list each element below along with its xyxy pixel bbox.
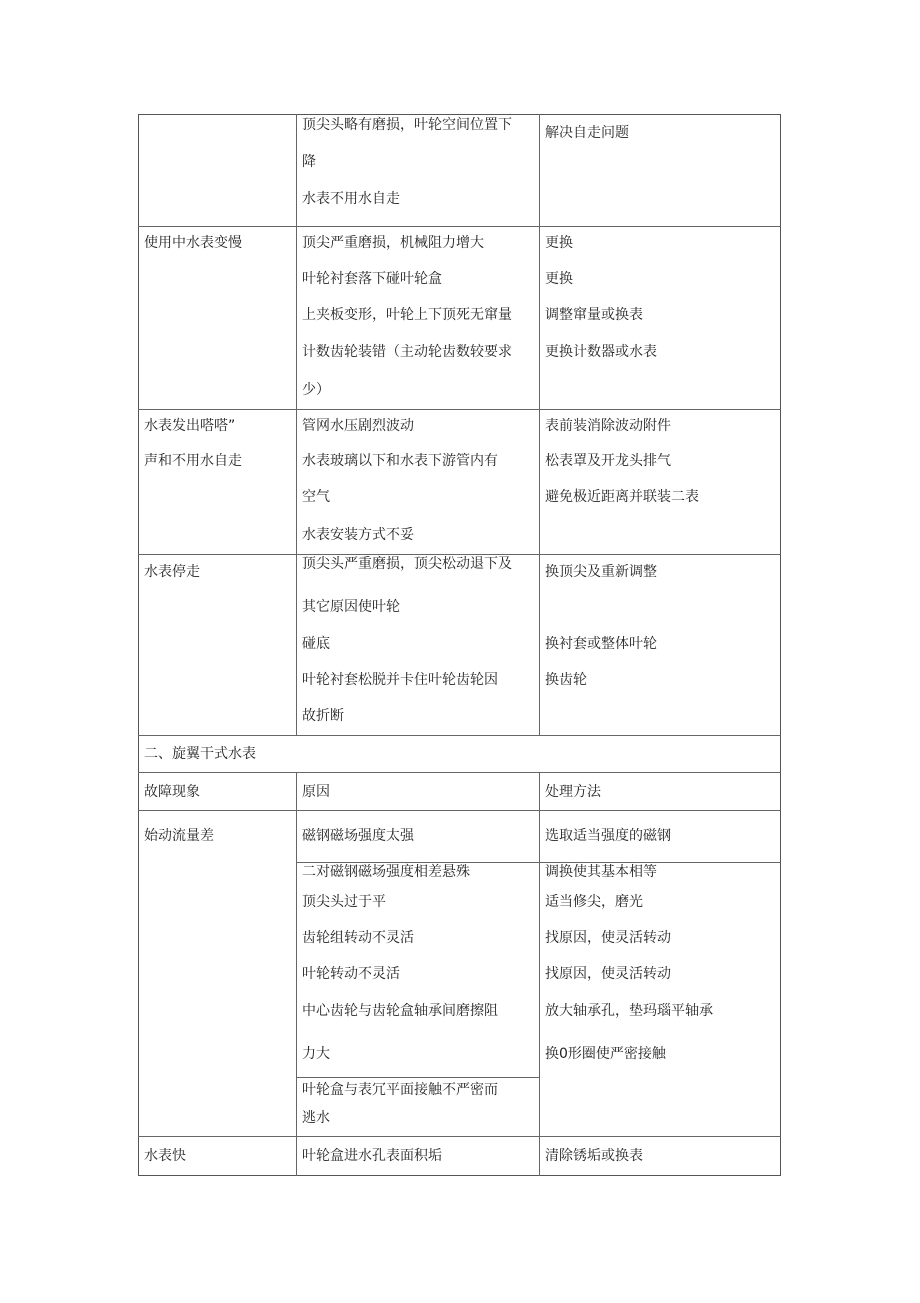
cause-text: 碰底 [302, 636, 330, 652]
row-divider [138, 226, 781, 227]
solution-text: 解决自走问题 [545, 125, 629, 141]
cause-text: 少） [302, 382, 330, 398]
cause-text: 其它原因使叶轮 [302, 599, 400, 615]
solution-text: 换顶尖及重新调整 [545, 564, 657, 580]
cause-text: 空气 [302, 489, 330, 505]
solution-text: 松表罩及开龙头排气 [545, 453, 671, 469]
phenomenon-text: 水表停走 [144, 564, 200, 580]
phenomenon-text: 始动流量差 [144, 828, 214, 844]
cause-text: 叶轮衬套落下碰叶轮盒 [302, 271, 442, 287]
solution-text: 换衬套或整体叶轮 [545, 636, 657, 652]
cause-text: 顶尖头过于平 [302, 894, 386, 910]
cause-text: 二对磁钢磁场强度相差悬殊 [302, 864, 470, 880]
cause-text: 叶轮盒进水孔表面积垢 [302, 1148, 442, 1164]
solution-text: 更换 [545, 271, 573, 287]
solution-text: 找原因，使灵活转动 [545, 930, 671, 946]
cause-text: 力大 [302, 1046, 330, 1062]
row-divider [296, 1077, 540, 1078]
cause-text: 管网水压剧烈波动 [302, 418, 414, 434]
row-divider [138, 735, 781, 736]
solution-text: 适当修尖，磨光 [545, 894, 643, 910]
solution-text: 找原因，使灵活转动 [545, 966, 671, 982]
phenomenon-text: 水表发出嗒嗒” [144, 418, 236, 434]
phenomenon-text: 使用中水表变慢 [144, 235, 242, 251]
solution-text: 放大轴承孔，垫玛瑙平轴承 [545, 1003, 713, 1019]
column-divider [539, 772, 540, 1176]
solution-text: 清除锈垢或换表 [545, 1148, 643, 1164]
solution-text: 表前装消除波动附件 [545, 418, 671, 434]
column-divider [296, 772, 297, 1176]
solution-text: 调换使其基本相等 [545, 864, 657, 880]
cause-text: 降 [302, 154, 316, 170]
cause-text: 计数齿轮装错（主动轮齿数较要求 [302, 344, 512, 360]
cause-text: 磁钢磁场强度太强 [302, 828, 414, 844]
row-divider [138, 409, 781, 410]
header-solution: 处理方法 [545, 784, 601, 800]
cause-text: 顶尖严重磨损，机械阻力增大 [302, 235, 484, 251]
cause-text: 水表玻璃以下和水表下游管内有 [302, 453, 498, 469]
solution-text: 换0形圈使严密接触 [545, 1046, 666, 1062]
solution-text: 更换 [545, 235, 573, 251]
cause-text: 故折断 [302, 708, 344, 724]
cause-text: 水表安装方式不妥 [302, 527, 414, 543]
header-cause: 原因 [302, 784, 330, 800]
column-divider [296, 114, 297, 735]
row-divider [138, 1136, 781, 1137]
cause-text: 上夹板变形，叶轮上下顶死无窜量 [302, 307, 512, 323]
header-phenomenon: 故障现象 [144, 784, 200, 800]
solution-text: 调整窜量或换表 [545, 307, 643, 323]
solution-text: 更换计数器或水表 [545, 344, 657, 360]
cause-text: 逃水 [302, 1110, 330, 1126]
solution-text: 换齿轮 [545, 672, 587, 688]
solution-text: 避免极近距离并联装二表 [545, 489, 699, 505]
row-divider [138, 810, 781, 811]
cause-text: 叶轮盒与表冗平面接触不严密而 [302, 1082, 498, 1098]
cause-text: 叶轮转动不灵活 [302, 966, 400, 982]
section-title: 二、旋翼干式水表 [144, 746, 256, 762]
cause-text: 水表不用水自走 [302, 191, 400, 207]
cause-text: 齿轮组转动不灵活 [302, 930, 414, 946]
row-divider [138, 772, 781, 773]
cause-text: 顶尖头严重磨损，顶尖松动退下及 [302, 556, 512, 572]
solution-text: 选取适当强度的磁钢 [545, 828, 671, 844]
cause-text: 顶尖头略有磨损，叶轮空间位置下 [302, 117, 512, 133]
cause-text: 中心齿轮与齿轮盒轴承间磨擦阻 [302, 1003, 498, 1019]
phenomenon-text: 水表快 [144, 1148, 186, 1164]
column-divider [539, 114, 540, 735]
cause-text: 叶轮衬套松脱并卡住叶轮齿轮因 [302, 672, 498, 688]
phenomenon-text: 声和不用水自走 [144, 453, 242, 469]
